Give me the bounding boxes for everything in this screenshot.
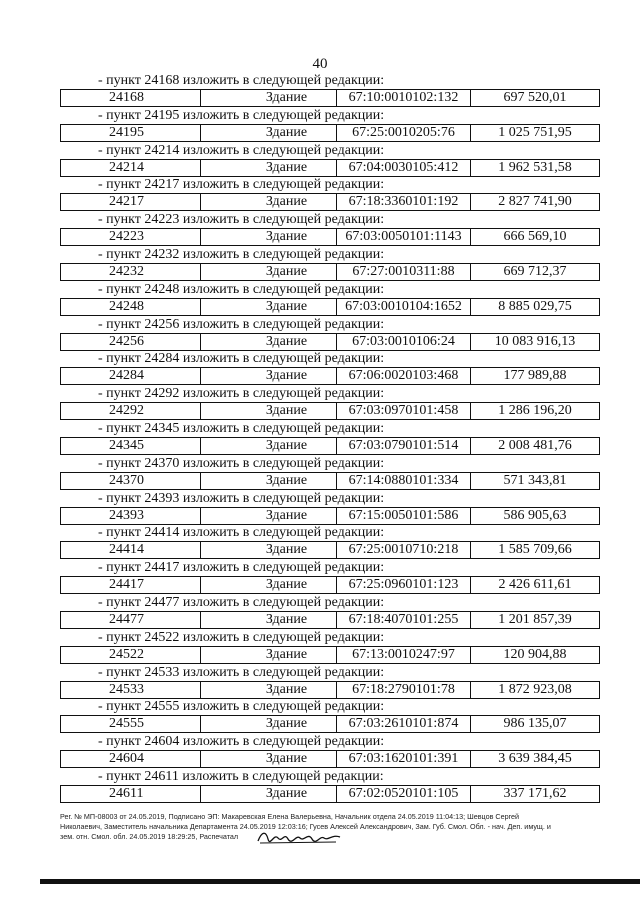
- amendment-heading: - пункт 24417 изложить в следующей редакции:: [98, 560, 385, 576]
- cadastral-number-cell: 67:14:0880101:334: [337, 473, 471, 489]
- amendment-entry: [60, 317, 600, 352]
- cadastral-value-cell: 10 083 916,13: [494, 333, 576, 349]
- object-type-cell: Здание: [201, 334, 337, 350]
- object-type-cell: Здание: [201, 716, 337, 732]
- cadastral-number-cell: 67:25:0960101:123: [337, 577, 471, 593]
- cadastral-value-cell: 3 639 384,45: [498, 751, 572, 767]
- table-row: [60, 507, 600, 525]
- cadastral-number-cell: 67:03:0970101:458: [337, 403, 471, 419]
- cadastral-value-cell: 1 201 857,39: [498, 611, 572, 627]
- amendment-heading: - пункт 24414 изложить в следующей редакции:: [98, 525, 385, 541]
- handwritten-signature-icon: [256, 829, 342, 845]
- object-type-cell: Здание: [201, 299, 337, 315]
- cadastral-number-cell: 67:03:1620101:391: [337, 751, 471, 767]
- amendment-heading: - пункт 24195 изложить в следующей редакции:: [98, 107, 385, 123]
- amendment-entry: [60, 351, 600, 386]
- amendment-entry: [60, 456, 600, 491]
- item-number-cell: 24292: [61, 403, 201, 419]
- item-number-cell: 24414: [61, 542, 201, 558]
- cadastral-value-cell: 177 989,88: [503, 368, 567, 384]
- cadastral-value-cell: 571 343,81: [503, 472, 567, 488]
- amendment-entry: [60, 734, 600, 769]
- amendment-heading: - пункт 24232 изложить в следующей редакции:: [98, 246, 385, 262]
- page-number: 40: [312, 56, 328, 72]
- amendment-heading: - пункт 24477 изложить в следующей редакции:: [98, 594, 385, 610]
- cadastral-value-cell: 669 712,37: [503, 263, 567, 279]
- item-number-cell: 24256: [61, 334, 201, 350]
- item-number-cell: 24345: [61, 438, 201, 454]
- cadastral-number-cell: 67:03:2610101:874: [337, 716, 471, 732]
- amendment-entry: [60, 665, 600, 700]
- cadastral-value-cell: 8 885 029,75: [498, 298, 572, 314]
- amendment-heading: - пункт 24533 изложить в следующей редакции:: [98, 664, 385, 680]
- cadastral-value-cell: 120 904,88: [503, 646, 567, 662]
- amendment-heading: - пункт 24168 изложить в следующей редакции:: [98, 73, 385, 88]
- footer-line-1: Рег. № МП-08003 от 24.05.2019, Подписано ЭП: Макаревская Елена Валерьевна, Начальник отдела 24.05.2019 11:04:13; Шевцов Сергей: [60, 812, 520, 821]
- cadastral-value-cell: 1 962 531,58: [498, 159, 572, 175]
- table-row: [60, 228, 600, 246]
- object-type-cell: Здание: [201, 577, 337, 593]
- object-type-cell: Здание: [201, 438, 337, 454]
- table-row: [60, 124, 600, 142]
- amendment-entry: [60, 769, 600, 804]
- item-number-cell: 24555: [61, 716, 201, 732]
- table-row: [60, 472, 600, 490]
- amendment-heading: - пункт 24217 изложить в следующей редакции:: [98, 177, 385, 193]
- item-number-cell: 24522: [61, 647, 201, 663]
- item-number-cell: 24168: [61, 90, 201, 106]
- amendment-entry: [60, 386, 600, 421]
- amendment-heading: - пункт 24611 изложить в следующей редакции:: [98, 768, 384, 784]
- amendment-entry: [60, 247, 600, 282]
- item-number-cell: 24232: [61, 264, 201, 280]
- amendment-entry: [60, 630, 600, 665]
- cadastral-number-cell: 67:18:4070101:255: [337, 612, 471, 628]
- object-type-cell: Здание: [201, 647, 337, 663]
- item-number-cell: 24533: [61, 682, 201, 698]
- object-type-cell: Здание: [201, 229, 337, 245]
- amendment-entry: [60, 177, 600, 212]
- amendment-entry: [60, 491, 600, 526]
- object-type-cell: Здание: [201, 160, 337, 176]
- table-row: [60, 785, 600, 803]
- table-row: [60, 298, 600, 316]
- cadastral-value-cell: 697 520,01: [503, 90, 567, 105]
- item-number-cell: 24284: [61, 368, 201, 384]
- amendment-heading: - пункт 24292 изложить в следующей редакции:: [98, 386, 385, 402]
- amendment-heading: - пункт 24256 изложить в следующей редакции:: [98, 316, 385, 332]
- object-type-cell: Здание: [201, 473, 337, 489]
- cadastral-number-cell: 67:03:0050101:1143: [337, 229, 471, 245]
- table-row: [60, 541, 600, 559]
- amendment-entry: [60, 525, 600, 560]
- table-row: [60, 402, 600, 420]
- table-row: [60, 576, 600, 594]
- cadastral-number-cell: 67:18:3360101:192: [337, 194, 471, 210]
- item-number-cell: 24214: [61, 160, 201, 176]
- item-number-cell: 24223: [61, 229, 201, 245]
- amendment-heading: - пункт 24393 изложить в следующей редакции:: [98, 490, 385, 506]
- object-type-cell: Здание: [201, 403, 337, 419]
- cadastral-number-cell: 67:04:0030105:412: [337, 160, 471, 176]
- amendment-heading: - пункт 24284 изложить в следующей редакции:: [98, 351, 385, 367]
- amendment-heading: - пункт 24604 изложить в следующей редакции:: [98, 734, 385, 750]
- item-number-cell: 24477: [61, 612, 201, 628]
- amendment-heading: - пункт 24555 изложить в следующей редакции:: [98, 699, 385, 715]
- amendment-entry: [60, 212, 600, 247]
- cadastral-value-cell: 1 585 709,66: [498, 542, 572, 558]
- cadastral-number-cell: 67:03:0010106:24: [337, 334, 471, 350]
- amendment-heading: - пункт 24248 изложить в следующей редакции:: [98, 281, 385, 297]
- item-number-cell: 24195: [61, 125, 201, 141]
- table-row: [60, 333, 600, 351]
- object-type-cell: Здание: [201, 264, 337, 280]
- object-type-cell: Здание: [201, 125, 337, 141]
- amendment-heading: - пункт 24345 изложить в следующей редакции:: [98, 420, 385, 436]
- cadastral-number-cell: 67:02:0520101:105: [337, 786, 471, 802]
- object-type-cell: Здание: [201, 90, 337, 106]
- item-number-cell: 24393: [61, 508, 201, 524]
- cadastral-number-cell: 67:25:0010710:218: [337, 542, 471, 558]
- object-type-cell: Здание: [201, 542, 337, 558]
- table-row: [60, 263, 600, 281]
- item-number-cell: 24417: [61, 577, 201, 593]
- cadastral-value-cell: 1 872 923,08: [498, 681, 572, 697]
- object-type-cell: Здание: [201, 368, 337, 384]
- cadastral-value-cell: 666 569,10: [503, 229, 567, 245]
- object-type-cell: Здание: [201, 751, 337, 767]
- cadastral-value-cell: 2 008 481,76: [498, 437, 572, 453]
- cadastral-number-cell: 67:15:0050101:586: [337, 508, 471, 524]
- amendment-heading: - пункт 24214 изложить в следующей редакции:: [98, 142, 385, 158]
- amendment-heading: - пункт 24370 изложить в следующей редакции:: [98, 455, 385, 471]
- object-type-cell: Здание: [201, 682, 337, 698]
- footer-line-3: зем. отн. Смол. обл. 24.05.2019 18:29:25, Распечатал: [60, 832, 239, 841]
- amendment-entry: [60, 699, 600, 734]
- item-number-cell: 24248: [61, 299, 201, 315]
- bottom-rule: [40, 879, 640, 884]
- cadastral-value-cell: 337 171,62: [503, 785, 567, 801]
- cadastral-value-cell: 1 025 751,95: [498, 124, 572, 140]
- cadastral-number-cell: 67:25:0010205:76: [337, 125, 471, 141]
- item-number-cell: 24370: [61, 473, 201, 489]
- cadastral-number-cell: 67:03:0010104:1652: [337, 299, 471, 315]
- footer-line-2: Николаевич, Заместитель начальника Департамента 24.05.2019 12:03:16; Гусев Алексей Александрович, Зам. Губ. Смол. Обл. - нач. Деп. имущ. и: [60, 822, 551, 831]
- amendment-entry: [60, 143, 600, 178]
- object-type-cell: Здание: [201, 612, 337, 628]
- table-row: [60, 89, 600, 107]
- cadastral-value-cell: 2 426 611,61: [498, 577, 572, 593]
- amendment-entry: [60, 282, 600, 317]
- amendments-list: [60, 73, 600, 804]
- item-number-cell: 24604: [61, 751, 201, 767]
- table-row: [60, 611, 600, 629]
- table-row: [60, 715, 600, 733]
- table-row: [60, 750, 600, 768]
- object-type-cell: Здание: [201, 786, 337, 802]
- amendment-entry: [60, 560, 600, 595]
- cadastral-value-cell: 586 905,63: [503, 507, 567, 523]
- amendment-entry: [60, 108, 600, 143]
- item-number-cell: 24611: [61, 786, 201, 802]
- amendment-entry: [60, 421, 600, 456]
- table-row: [60, 437, 600, 455]
- cadastral-number-cell: 67:03:0790101:514: [337, 438, 471, 454]
- object-type-cell: Здание: [201, 194, 337, 210]
- amendment-entry: [60, 73, 600, 108]
- cadastral-number-cell: 67:27:0010311:88: [337, 264, 471, 280]
- amendment-heading: - пункт 24223 изложить в следующей редакции:: [98, 212, 385, 228]
- item-number-cell: 24217: [61, 194, 201, 210]
- amendment-entry: [60, 595, 600, 630]
- table-row: [60, 193, 600, 211]
- table-row: [60, 646, 600, 664]
- table-row: [60, 159, 600, 177]
- cadastral-number-cell: 67:10:0010102:132: [337, 90, 471, 106]
- table-row: [60, 681, 600, 699]
- cadastral-value-cell: 1 286 196,20: [498, 403, 572, 419]
- cadastral-value-cell: 986 135,07: [503, 716, 567, 732]
- amendment-heading: - пункт 24522 изложить в следующей редакции:: [98, 629, 385, 645]
- table-row: [60, 367, 600, 385]
- cadastral-number-cell: 67:13:0010247:97: [337, 647, 471, 663]
- cadastral-number-cell: 67:18:2790101:78: [337, 682, 471, 698]
- cadastral-number-cell: 67:06:0020103:468: [337, 368, 471, 384]
- cadastral-value-cell: 2 827 741,90: [498, 194, 572, 210]
- object-type-cell: Здание: [201, 508, 337, 524]
